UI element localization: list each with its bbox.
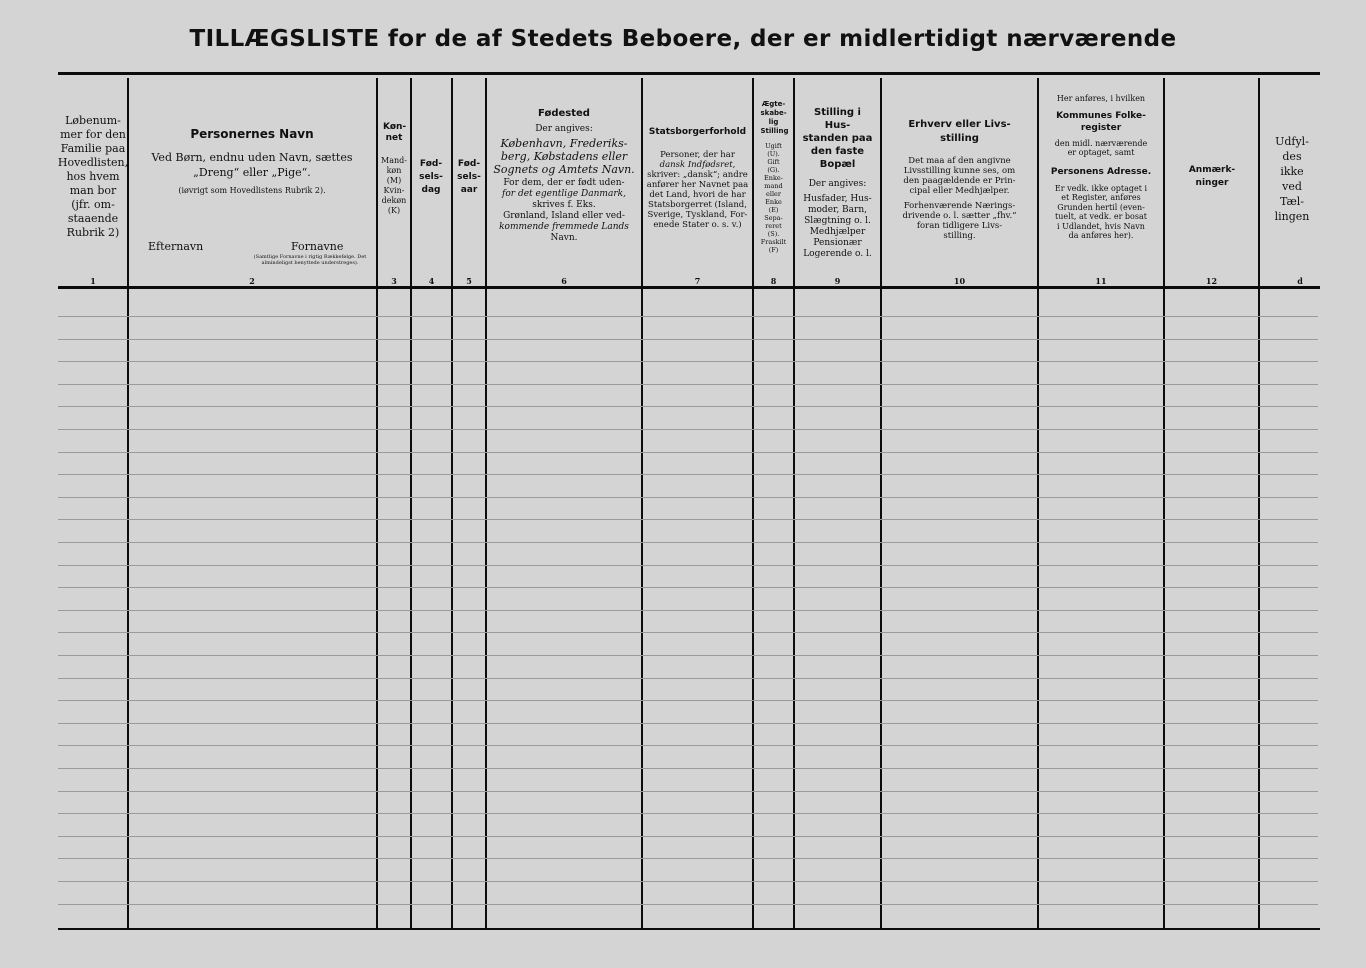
column-number: 6: [561, 276, 567, 286]
bottom-rule: [58, 928, 1320, 930]
entry-row-line: [58, 565, 1318, 566]
header-col-10: Erhverv eller Livs-stilling Det maa af den angivne Livsstilling kunne ses, om den paagældende er Prin- cipal eller Medhjælper. Forhenværende Nærings- drivende o. l. sætter „fhv.“ foran tidligere Livs- stilling.: [902, 119, 1017, 241]
column-divider: [641, 78, 643, 930]
column-divider: [1258, 78, 1260, 930]
column-number: 8: [770, 276, 777, 286]
column-divider: [410, 78, 412, 930]
col2-efternavn: Efternavn: [148, 240, 204, 253]
header-col-5: Fød-sels-aar: [457, 159, 481, 195]
column-divider: [1037, 78, 1039, 930]
header-col-4: Fød-sels-dag: [419, 159, 443, 195]
form-title: TILLÆGSLISTE for de af Stedets Beboere, der er midlertidigt nærværende: [189, 26, 1177, 52]
entry-row-line: [58, 678, 1318, 679]
header-bottom-rule: [58, 286, 1320, 289]
column-divider: [880, 78, 882, 930]
entry-row-line: [58, 904, 1318, 905]
entry-row-line: [58, 745, 1318, 746]
header-col-12: Anmærk-ninger: [1188, 165, 1236, 188]
entry-row-line: [58, 813, 1318, 814]
entry-row-line: [58, 384, 1318, 385]
entry-row-line: [58, 723, 1318, 724]
top-rule: [58, 72, 1320, 75]
header-col-2: Personernes Navn Ved Børn, endnu uden Navn, sættes „Dreng“ eller „Pige“. (iøvrigt som Hovedlistens Rubrik 2).: [151, 127, 353, 195]
entry-row-line: [58, 768, 1318, 769]
header-col-7: Statsborgerforhold Personer, der har dansk Indfødsret, skriver: „dansk“; andre anfører her Navnet paa det Land, hvori de har Statsborgerret (Island, Sverige, Tyskland, For- enede Stater o. s. v.): [646, 127, 749, 230]
column-divider: [793, 78, 795, 930]
entry-row-line: [58, 655, 1318, 656]
entry-row-line: [58, 858, 1318, 859]
column-divider: [752, 78, 754, 930]
entry-row-line: [58, 542, 1318, 543]
header-col-9: Stilling i Hus-standen paa den faste Bopæl Der angives: Husfader, Hus- moder, Barn, Slægtning o. l. Medhjælper Pensionær Logerende o. l.: [802, 107, 873, 259]
column-number: 4: [428, 276, 435, 286]
header-col-1: Løbenum- mer for den Familie paa Hovedlisten, hos hvem man bor (jfr. om- staaende Rubrik 2): [57, 114, 129, 239]
entry-row-line: [58, 429, 1318, 430]
column-number: 11: [1095, 276, 1107, 286]
entry-row-line: [58, 836, 1318, 837]
entry-row-line: [58, 316, 1318, 317]
entry-row-line: [58, 791, 1318, 792]
column-number: 5: [466, 276, 472, 286]
column-divider: [485, 78, 487, 930]
header-col-d: Udfyl- des ikke ved Tæl- lingen: [1274, 135, 1310, 223]
entry-row-line: [58, 587, 1318, 588]
entry-row-line: [58, 881, 1318, 882]
column-number: 10: [953, 276, 966, 286]
col2-note: (Samtlige Fornavne i rigtig Rækkefølge. Det almindeligst benyttede understreges).: [253, 254, 367, 266]
entry-row-line: [58, 497, 1318, 498]
header-col-6: Fødested Der angives: København, Frederiks- berg, Købstadens eller Sognets og Amtets Navn. For dem, der er født uden- for det egentlige Danmark, skrives f. Eks. Grønland, Island eller ved- kommende fremmede Lands Navn.: [493, 108, 635, 243]
entry-row-line: [58, 361, 1318, 362]
column-number: 1: [90, 276, 96, 286]
column-divider: [1163, 78, 1165, 930]
col2-fornavne: Fornavne: [291, 240, 344, 253]
entry-row-line: [58, 700, 1318, 701]
entry-row-line: [58, 452, 1318, 453]
entry-row-line: [58, 632, 1318, 633]
column-number: d: [1297, 276, 1303, 286]
header-col-11: Her anføres, i hvilken Kommunes Folke-register den midl. nærværende er optaget, samt Personens Adresse. Er vedk. ikke optaget i et Register, anføres Grunden hertil (even- tuelt, at vedk. er bosat i Udlandet, hvis Navn da anføres her).: [1050, 94, 1152, 240]
entry-row-line: [58, 610, 1318, 611]
entry-row-line: [58, 519, 1318, 520]
entry-row-line: [58, 339, 1318, 340]
column-divider: [451, 78, 453, 930]
header-col-8: Ægte-skabe-lig Stilling Ugift (U). Gift (G). Enke- mand eller Enke (E) Sepa- reret (S). Fraskilt (F): [760, 100, 789, 254]
column-number: 7: [694, 276, 701, 286]
header-col-3: Køn-net Mand- køn (M) Kvin- dekøn (K): [381, 122, 407, 215]
column-number: 12: [1205, 276, 1218, 286]
entry-row-line: [58, 406, 1318, 407]
column-number: 3: [391, 276, 397, 286]
column-number: 2: [249, 276, 255, 286]
column-number: 9: [834, 276, 841, 286]
entry-row-line: [58, 474, 1318, 475]
